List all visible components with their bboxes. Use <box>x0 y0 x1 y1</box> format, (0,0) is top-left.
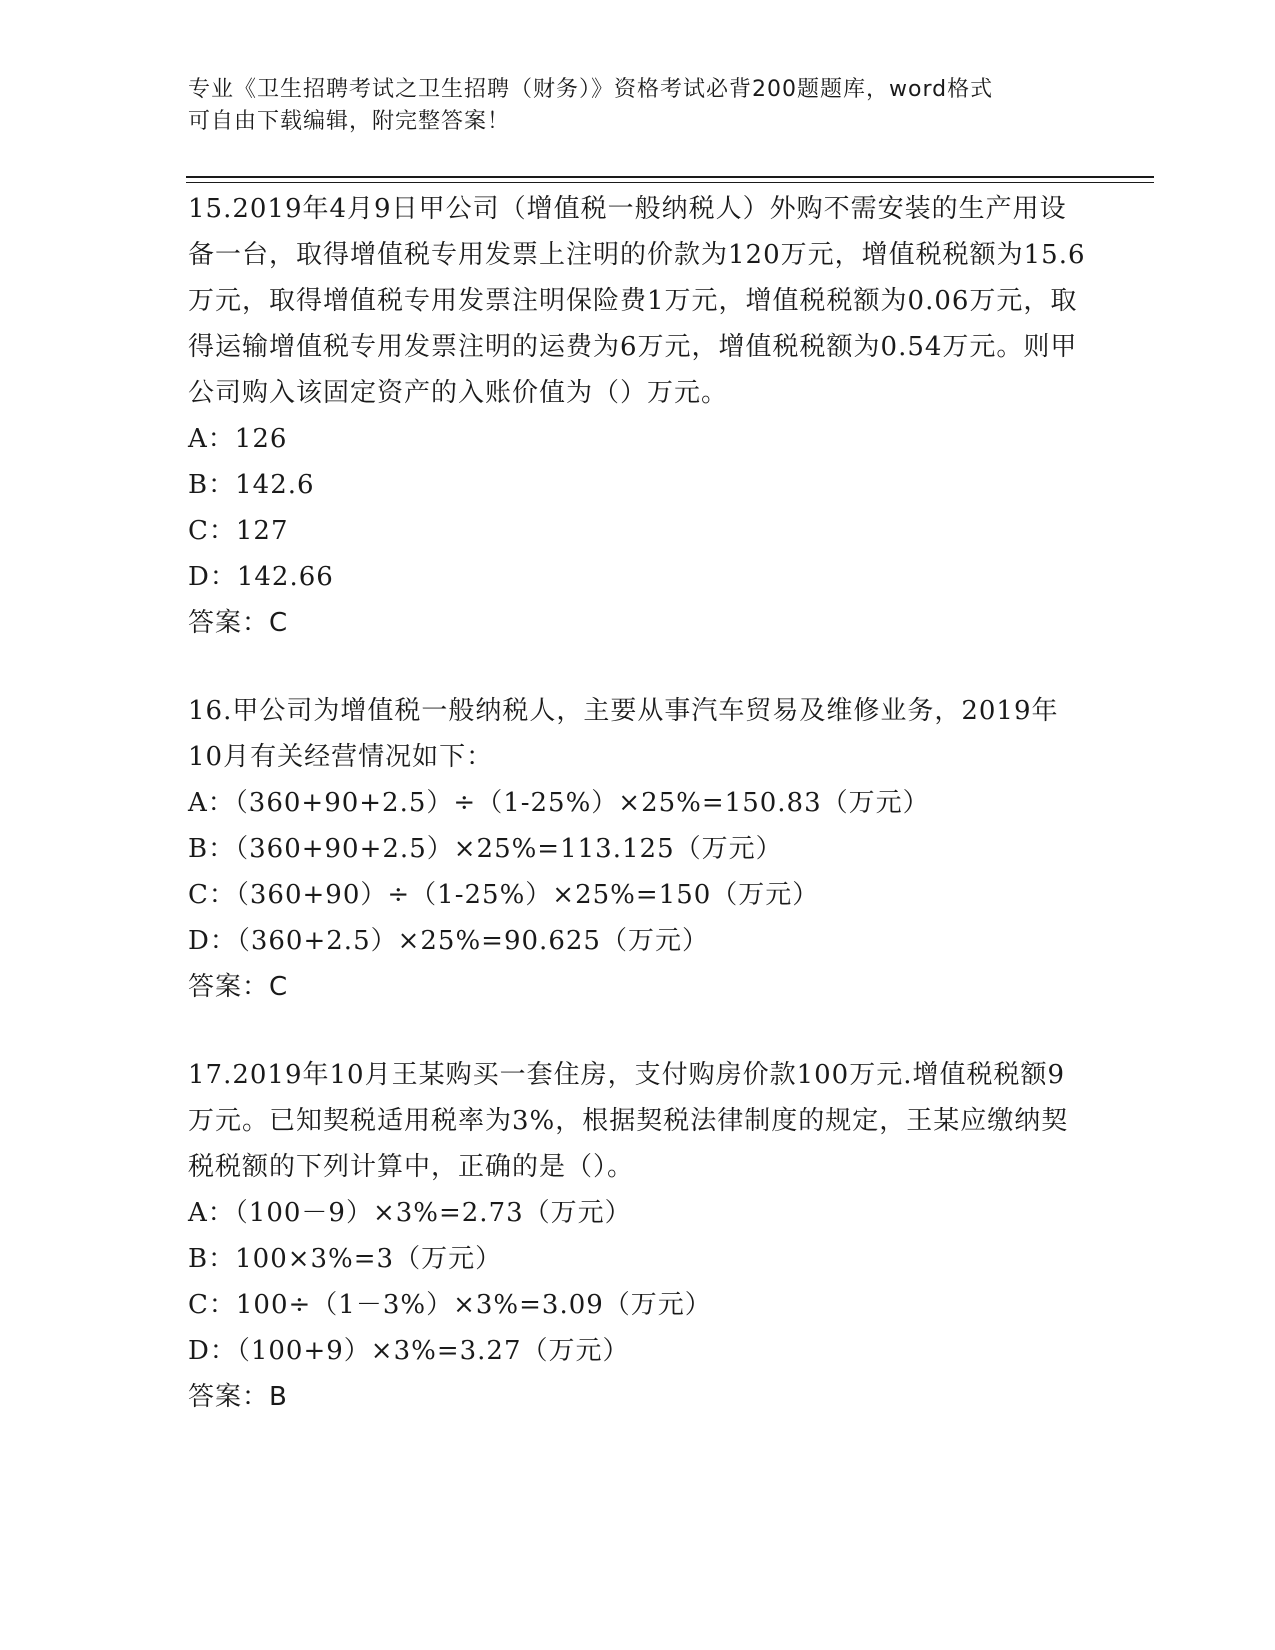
option-a: A：（360+90+2.5）÷（1-25%）×25%=150.83（万元） <box>188 788 930 818</box>
answer-label: 答案： <box>188 1382 270 1412</box>
answer <box>188 1374 1088 1420</box>
question-15 <box>188 186 1088 646</box>
option-a: A：（100－9）×3%=2.73（万元） <box>188 1198 632 1228</box>
spacer <box>188 1010 1088 1052</box>
question-list <box>188 186 1088 1420</box>
option-d: D：（100+9）×3%=3.27（万元） <box>188 1336 630 1366</box>
question-16 <box>188 688 1088 1010</box>
option-c: C：（360+90）÷（1-25%）×25%=150（万元） <box>188 880 820 910</box>
answer-value: B <box>269 1382 288 1412</box>
document-header <box>188 74 1088 138</box>
header-line-1: 专业《卫生招聘考试之卫生招聘（财务）》资格考试必背200题题库，word格式 <box>188 77 994 102</box>
option-b: B：100×3%=3（万元） <box>188 1244 503 1274</box>
option-d: D：142.66 <box>188 562 334 592</box>
option-a: A：126 <box>188 424 288 454</box>
question-stem: 17.2019年10月王某购买一套住房，支付购房价款100万元.增值税税额9万元。已知契税适用税率为3%，根据契税法律制度的规定，王某应缴纳契税税额的下列计算中，正确的是（）。 <box>188 1060 1069 1182</box>
question-stem: 15.2019年4月9日甲公司（增值税一般纳税人）外购不需安装的生产用设备一台，取得增值税专用发票上注明的价款为120万元，增值税税额为15.6万元，取得增值税专用发票注明保险费1万元，增值税税额为0.06万元，取得运输增值税专用发票注明的运费为6万元，增值税税额为0.54万元。则甲公司购入该固定资产的入账价值为（）万元。 <box>188 194 1086 408</box>
option-c: C：127 <box>188 516 289 546</box>
option-b: B：142.6 <box>188 470 315 500</box>
question-stem: 16.甲公司为增值税一般纳税人，主要从事汽车贸易及维修业务，2019年10月有关经营情况如下： <box>188 696 1059 772</box>
answer-value: C <box>269 972 289 1002</box>
option-d: D：（360+2.5）×25%=90.625（万元） <box>188 926 709 956</box>
answer-label: 答案： <box>188 608 270 638</box>
answer <box>188 600 1088 646</box>
answer <box>188 964 1088 1010</box>
answer-label: 答案： <box>188 972 270 1002</box>
option-b: B：（360+90+2.5）×25%=113.125（万元） <box>188 834 783 864</box>
option-c: C：100÷（1－3%）×3%=3.09（万元） <box>188 1290 712 1320</box>
answer-value: C <box>269 608 289 638</box>
header-line-2: 可自由下载编辑，附完整答案！ <box>188 109 511 134</box>
header-rule-thick <box>186 176 1154 178</box>
spacer <box>188 646 1088 688</box>
header-rule-thin <box>186 182 1154 183</box>
question-17 <box>188 1052 1088 1420</box>
